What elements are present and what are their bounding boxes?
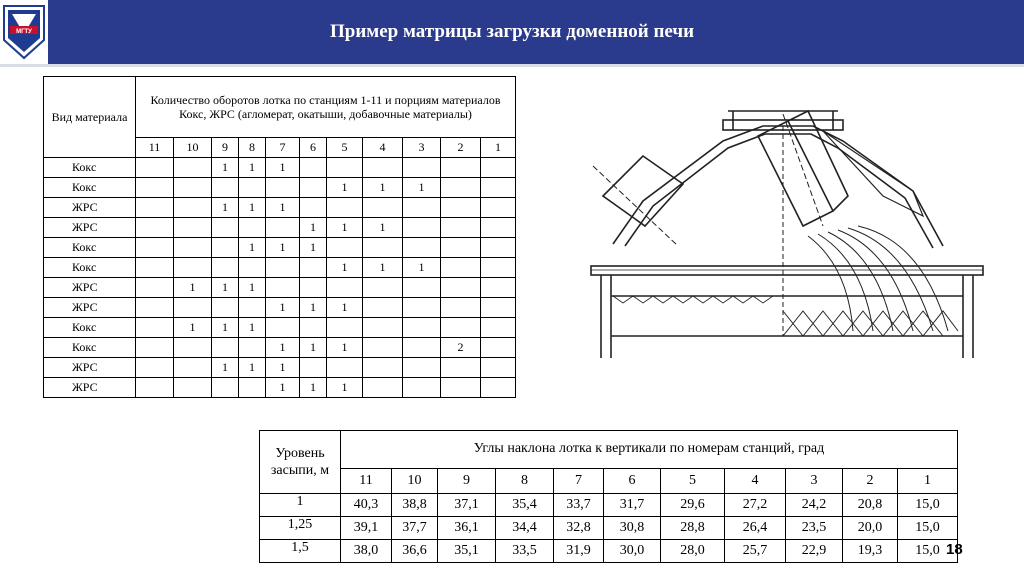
angle-cell: 31,9 bbox=[554, 540, 604, 563]
angle-cell: 33,7 bbox=[554, 494, 604, 517]
revolution-cell bbox=[300, 278, 327, 298]
revolution-cell bbox=[327, 158, 363, 178]
station-number: 8 bbox=[239, 138, 266, 158]
revolution-cell bbox=[481, 338, 516, 358]
material-cell: Кокс bbox=[44, 238, 136, 258]
angle-cell: 19,3 bbox=[843, 540, 898, 563]
revolution-cell bbox=[481, 218, 516, 238]
revolution-cell: 1 bbox=[174, 318, 212, 338]
table-row bbox=[44, 218, 516, 238]
fill-level-cell: 1,5 bbox=[260, 540, 341, 563]
revolution-cell bbox=[403, 378, 441, 398]
station-number: 1 bbox=[898, 468, 958, 493]
revolution-cell bbox=[441, 318, 481, 338]
table-row bbox=[44, 278, 516, 298]
table-row bbox=[44, 378, 516, 398]
angle-cell: 22,9 bbox=[786, 540, 843, 563]
revolution-cell bbox=[363, 378, 403, 398]
angle-cell: 20,8 bbox=[843, 494, 898, 517]
revolution-cell bbox=[136, 258, 174, 278]
table-row bbox=[44, 318, 516, 338]
station-number: 8 bbox=[496, 468, 554, 493]
angle-cell: 36,6 bbox=[392, 540, 438, 563]
angle-cell: 24,2 bbox=[786, 494, 843, 517]
revolution-cell bbox=[136, 218, 174, 238]
revolution-cell: 1 bbox=[239, 238, 266, 258]
revolution-cell bbox=[441, 198, 481, 218]
material-cell: ЖРС bbox=[44, 198, 136, 218]
revolution-cell: 1 bbox=[300, 238, 327, 258]
angle-cell: 37,1 bbox=[438, 494, 496, 517]
revolution-cell: 1 bbox=[212, 278, 239, 298]
revolution-cell: 1 bbox=[212, 198, 239, 218]
revolution-cell: 1 bbox=[212, 318, 239, 338]
revolution-cell: 1 bbox=[239, 358, 266, 378]
station-number: 5 bbox=[661, 468, 725, 493]
table-row bbox=[44, 358, 516, 378]
angle-cell: 15,0 bbox=[898, 540, 958, 563]
material-type-header: Вид материала bbox=[44, 77, 136, 158]
revolution-cell bbox=[441, 218, 481, 238]
revolution-cell bbox=[266, 318, 300, 338]
revolution-cell: 1 bbox=[266, 158, 300, 178]
revolution-cell: 1 bbox=[363, 178, 403, 198]
slide-header bbox=[0, 0, 1024, 64]
revolution-cell bbox=[481, 358, 516, 378]
angle-cell: 20,0 bbox=[843, 517, 898, 540]
material-cell: ЖРС bbox=[44, 218, 136, 238]
revolution-cell bbox=[239, 338, 266, 358]
angle-cell: 35,1 bbox=[438, 540, 496, 563]
revolution-cell bbox=[441, 238, 481, 258]
revolution-cell bbox=[363, 278, 403, 298]
angle-cell: 31,7 bbox=[604, 494, 661, 517]
revolution-cell bbox=[174, 178, 212, 198]
angle-cell: 30,0 bbox=[604, 540, 661, 563]
station-number: 2 bbox=[843, 468, 898, 493]
station-number: 9 bbox=[212, 138, 239, 158]
revolution-cell bbox=[327, 278, 363, 298]
revolution-cell bbox=[441, 258, 481, 278]
revolution-cell bbox=[403, 278, 441, 298]
angle-cell: 40,3 bbox=[341, 494, 392, 517]
revolution-cell bbox=[212, 298, 239, 318]
revolution-cell bbox=[266, 258, 300, 278]
revolution-cell bbox=[441, 178, 481, 198]
revolution-cell bbox=[136, 378, 174, 398]
revolution-cell bbox=[327, 318, 363, 338]
revolution-cell bbox=[363, 198, 403, 218]
revolution-cell bbox=[481, 158, 516, 178]
revolution-cell bbox=[239, 178, 266, 198]
revolution-cell bbox=[481, 198, 516, 218]
material-cell: ЖРС bbox=[44, 278, 136, 298]
angle-cell: 29,6 bbox=[661, 494, 725, 517]
revolution-cell bbox=[174, 298, 212, 318]
revolution-cell: 1 bbox=[212, 158, 239, 178]
angle-cell: 36,1 bbox=[438, 517, 496, 540]
revolution-cell bbox=[327, 358, 363, 378]
angle-cell: 38,0 bbox=[341, 540, 392, 563]
revolution-cell bbox=[174, 338, 212, 358]
revolution-cell bbox=[481, 278, 516, 298]
revolution-cell: 1 bbox=[266, 238, 300, 258]
angle-cell: 26,4 bbox=[725, 517, 786, 540]
revolution-cell bbox=[363, 318, 403, 338]
revolution-cell bbox=[136, 338, 174, 358]
revolution-cell bbox=[403, 298, 441, 318]
revolution-cell bbox=[441, 298, 481, 318]
revolution-cell bbox=[239, 298, 266, 318]
revolution-cell bbox=[136, 318, 174, 338]
station-number: 4 bbox=[725, 468, 786, 493]
revolution-cell bbox=[174, 218, 212, 238]
revolution-cell: 1 bbox=[300, 338, 327, 358]
angle-cell: 33,5 bbox=[496, 540, 554, 563]
revolution-cell bbox=[136, 198, 174, 218]
revolution-cell bbox=[174, 378, 212, 398]
angle-station-numbers-row bbox=[260, 468, 958, 493]
angles-header: Углы наклона лотка к вертикали по номерам станций, град bbox=[341, 431, 958, 469]
revolution-cell: 1 bbox=[239, 158, 266, 178]
revolution-cell bbox=[266, 218, 300, 238]
station-number: 11 bbox=[136, 138, 174, 158]
angle-cell: 28,0 bbox=[661, 540, 725, 563]
angle-cell: 37,7 bbox=[392, 517, 438, 540]
revolution-cell bbox=[441, 278, 481, 298]
revolution-cell bbox=[174, 258, 212, 278]
table-row bbox=[44, 178, 516, 198]
angle-cell: 25,7 bbox=[725, 540, 786, 563]
table-row bbox=[44, 198, 516, 218]
revolution-cell: 1 bbox=[327, 178, 363, 198]
revolution-cell bbox=[363, 158, 403, 178]
angle-cell: 35,4 bbox=[496, 494, 554, 517]
revolution-cell bbox=[481, 238, 516, 258]
revolution-cell bbox=[174, 238, 212, 258]
angle-cell: 39,1 bbox=[341, 517, 392, 540]
angle-cell: 34,4 bbox=[496, 517, 554, 540]
svg-text:МГТУ: МГТУ bbox=[16, 29, 32, 35]
revolution-cell bbox=[300, 178, 327, 198]
revolution-cell: 1 bbox=[266, 358, 300, 378]
revolution-cell bbox=[327, 198, 363, 218]
revolution-cell bbox=[136, 178, 174, 198]
revolution-cell bbox=[136, 358, 174, 378]
revolution-cell bbox=[212, 378, 239, 398]
angle-cell: 15,0 bbox=[898, 517, 958, 540]
revolution-cell bbox=[403, 358, 441, 378]
revolution-cell bbox=[300, 198, 327, 218]
revolution-cell: 1 bbox=[266, 298, 300, 318]
revolution-cell bbox=[239, 218, 266, 238]
revolution-cell bbox=[300, 358, 327, 378]
revolution-cell bbox=[300, 158, 327, 178]
revolution-cell: 1 bbox=[327, 218, 363, 238]
revolution-cell: 1 bbox=[403, 178, 441, 198]
revolution-cell bbox=[136, 238, 174, 258]
revolution-cell bbox=[266, 178, 300, 198]
revolution-cell: 1 bbox=[174, 278, 212, 298]
revolution-cell: 1 bbox=[363, 218, 403, 238]
angle-cell: 23,5 bbox=[786, 517, 843, 540]
material-cell: Кокс bbox=[44, 178, 136, 198]
revolution-cell: 1 bbox=[239, 278, 266, 298]
revolution-cell bbox=[403, 318, 441, 338]
furnace-top-diagram bbox=[583, 96, 991, 360]
revolution-cell bbox=[481, 258, 516, 278]
material-cell: Кокс bbox=[44, 158, 136, 178]
station-number: 9 bbox=[438, 468, 496, 493]
material-cell: Кокс bbox=[44, 318, 136, 338]
revolution-cell bbox=[174, 358, 212, 378]
revolutions-header: Количество оборотов лотка по станциям 1-11 и порциям материалов Кокс, ЖРС (агломерат, окатыши, добавочные материалы) bbox=[136, 77, 516, 138]
revolution-cell bbox=[481, 318, 516, 338]
revolution-cell bbox=[363, 338, 403, 358]
revolution-cell bbox=[363, 358, 403, 378]
revolution-cell: 1 bbox=[300, 378, 327, 398]
table-row bbox=[44, 238, 516, 258]
revolution-cell bbox=[239, 258, 266, 278]
station-number: 1 bbox=[481, 138, 516, 158]
station-number: 10 bbox=[392, 468, 438, 493]
slide-title: Пример матрицы загрузки доменной печи bbox=[329, 21, 695, 42]
revolution-cell bbox=[403, 218, 441, 238]
loading-matrix-table bbox=[43, 76, 516, 398]
revolution-cell bbox=[403, 238, 441, 258]
material-cell: ЖРС bbox=[44, 358, 136, 378]
revolution-cell bbox=[136, 278, 174, 298]
fill-level-header: Уровень засыпи, м bbox=[260, 431, 341, 494]
fill-level-cell: 1,25 bbox=[260, 517, 341, 540]
revolution-cell bbox=[481, 378, 516, 398]
revolution-cell bbox=[174, 158, 212, 178]
revolution-cell bbox=[266, 278, 300, 298]
station-number: 4 bbox=[363, 138, 403, 158]
table-row bbox=[44, 158, 516, 178]
revolution-cell bbox=[481, 298, 516, 318]
revolution-cell: 1 bbox=[266, 378, 300, 398]
angle-cell: 30,8 bbox=[604, 517, 661, 540]
revolution-cell: 1 bbox=[300, 218, 327, 238]
fill-level-cell: 1 bbox=[260, 494, 341, 517]
revolution-cell bbox=[403, 338, 441, 358]
station-number: 10 bbox=[174, 138, 212, 158]
revolution-cell: 1 bbox=[239, 318, 266, 338]
revolution-cell: 1 bbox=[266, 338, 300, 358]
revolution-cell: 1 bbox=[266, 198, 300, 218]
revolution-cell: 1 bbox=[403, 258, 441, 278]
chute-angles-table bbox=[259, 430, 958, 563]
table-row bbox=[44, 258, 516, 278]
angle-cell: 15,0 bbox=[898, 494, 958, 517]
station-number: 2 bbox=[441, 138, 481, 158]
revolution-cell: 1 bbox=[300, 298, 327, 318]
revolution-cell bbox=[441, 158, 481, 178]
revolution-cell bbox=[174, 198, 212, 218]
revolution-cell: 1 bbox=[212, 358, 239, 378]
station-number: 5 bbox=[327, 138, 363, 158]
revolution-cell bbox=[239, 378, 266, 398]
station-number: 3 bbox=[403, 138, 441, 158]
table-row bbox=[260, 494, 958, 517]
station-number: 6 bbox=[604, 468, 661, 493]
revolution-cell: 1 bbox=[327, 338, 363, 358]
station-number: 11 bbox=[341, 468, 392, 493]
material-cell: Кокс bbox=[44, 338, 136, 358]
angle-cell: 38,8 bbox=[392, 494, 438, 517]
revolution-cell bbox=[212, 338, 239, 358]
material-cell: ЖРС bbox=[44, 298, 136, 318]
revolution-cell bbox=[136, 298, 174, 318]
revolution-cell bbox=[212, 238, 239, 258]
page-number: 18 bbox=[946, 541, 963, 558]
material-cell: Кокс bbox=[44, 258, 136, 278]
revolution-cell bbox=[403, 198, 441, 218]
station-number: 7 bbox=[266, 138, 300, 158]
table-row bbox=[260, 540, 958, 563]
station-number: 7 bbox=[554, 468, 604, 493]
revolution-cell bbox=[403, 158, 441, 178]
revolution-cell: 1 bbox=[239, 198, 266, 218]
table-row bbox=[260, 517, 958, 540]
revolution-cell bbox=[363, 298, 403, 318]
header-divider bbox=[0, 64, 1024, 67]
revolution-cell bbox=[441, 358, 481, 378]
revolution-cell: 1 bbox=[327, 258, 363, 278]
material-cell: ЖРС bbox=[44, 378, 136, 398]
station-number: 3 bbox=[786, 468, 843, 493]
revolution-cell bbox=[327, 238, 363, 258]
revolution-cell bbox=[212, 218, 239, 238]
revolution-cell bbox=[363, 238, 403, 258]
angle-cell: 32,8 bbox=[554, 517, 604, 540]
angle-cell: 27,2 bbox=[725, 494, 786, 517]
revolution-cell: 1 bbox=[327, 298, 363, 318]
revolution-cell bbox=[136, 158, 174, 178]
revolution-cell bbox=[441, 378, 481, 398]
revolution-cell bbox=[481, 178, 516, 198]
revolution-cell: 2 bbox=[441, 338, 481, 358]
revolution-cell bbox=[300, 258, 327, 278]
revolution-cell: 1 bbox=[327, 378, 363, 398]
station-number: 6 bbox=[300, 138, 327, 158]
table-row bbox=[44, 338, 516, 358]
revolution-cell bbox=[300, 318, 327, 338]
revolution-cell: 1 bbox=[363, 258, 403, 278]
angle-cell: 28,8 bbox=[661, 517, 725, 540]
revolution-cell bbox=[212, 258, 239, 278]
table-row bbox=[44, 298, 516, 318]
revolution-cell bbox=[212, 178, 239, 198]
